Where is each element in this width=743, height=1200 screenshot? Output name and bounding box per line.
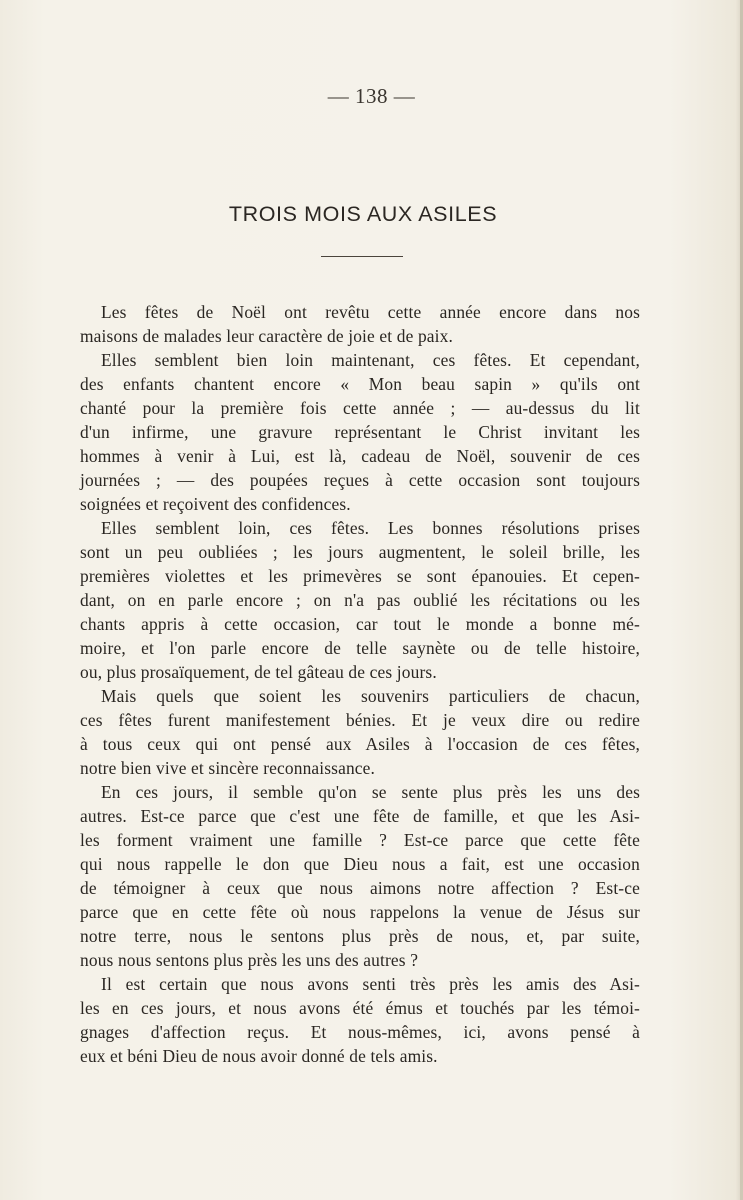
text-line: dant, on en parle encore ; on n'a pas oublié les récitations ou les xyxy=(80,590,640,610)
text-line: nous nous sentons plus près les uns des autres ? xyxy=(80,950,419,970)
text-line: les en ces jours, et nous avons été émus et touchés par les témoi- xyxy=(80,998,640,1018)
text-line: à tous ceux qui ont pensé aux Asiles à l'occasion de ces fêtes, xyxy=(80,734,640,754)
text-line: ces fêtes furent manifestement bénies. Et je veux dire ou redire xyxy=(80,710,640,730)
text-line: journées ; — des poupées reçues à cette occasion sont toujours xyxy=(80,470,640,490)
text-line: ou, plus prosaïquement, de tel gâteau de ces jours. xyxy=(80,662,437,682)
text-line: d'un infirme, une gravure représentant le Christ invitant les xyxy=(80,422,640,442)
text-line: notre terre, nous le sentons plus près de nous, et, par suite, xyxy=(80,926,640,946)
text-line: eux et béni Dieu de nous avoir donné de tels amis. xyxy=(80,1046,438,1066)
text-line: Elles semblent bien loin maintenant, ces fêtes. Et cependant, xyxy=(101,350,640,370)
text-line: Il est certain que nous avons senti très près les amis des Asi- xyxy=(101,974,640,994)
text-line: Elles semblent loin, ces fêtes. Les bonnes résolutions prises xyxy=(101,518,640,538)
text-line: Les fêtes de Noël ont revêtu cette année encore dans nos xyxy=(101,302,640,322)
text-line: qui nous rappelle le don que Dieu nous a fait, est une occasion xyxy=(80,854,640,874)
page-number: — 138 — xyxy=(327,84,416,108)
text-line: maisons de malades leur caractère de joie et de paix. xyxy=(80,326,453,346)
text-line: sont un peu oubliées ; les jours augmentent, le soleil brille, les xyxy=(80,542,640,562)
chapter-title: TROIS MOIS AUX ASILES xyxy=(228,202,498,226)
text-line: chants appris à cette occasion, car tout le monde a bonne mé- xyxy=(80,614,640,634)
text-line: En ces jours, il semble qu'on se sente plus près les uns des xyxy=(101,782,640,802)
text-line: autres. Est-ce parce que c'est une fête de famille, et que les Asi- xyxy=(80,806,640,826)
text-line: de témoigner à ceux que nous aimons notre affection ? Est-ce xyxy=(80,878,640,898)
text-line: les forment vraiment une famille ? Est-ce parce que cette fête xyxy=(80,830,640,850)
title-rule xyxy=(321,256,403,257)
text-line: gnages d'affection reçus. Et nous-mêmes, ici, avons pensé à xyxy=(80,1022,640,1042)
text-line: notre bien vive et sincère reconnaissance. xyxy=(80,758,376,778)
text-line: chanté pour la première fois cette année ; — au-dessus du lit xyxy=(80,398,640,418)
text-line: Mais quels que soient les souvenirs particuliers de chacun, xyxy=(101,686,640,706)
text-line: parce que en cette fête où nous rappelons la venue de Jésus sur xyxy=(80,902,640,922)
text-line: hommes à venir à Lui, est là, cadeau de Noël, souvenir de ces xyxy=(80,446,640,466)
text-line: des enfants chantent encore « Mon beau sapin » qu'ils ont xyxy=(80,374,640,394)
text-line: soignées et reçoivent des confidences. xyxy=(80,494,351,514)
text-line: premières violettes et les primevères se sont épanouies. Et cepen- xyxy=(80,566,640,586)
body-text xyxy=(80,300,640,1068)
text-line: moire, et l'on parle encore de telle saynète ou de telle histoire, xyxy=(80,638,640,658)
